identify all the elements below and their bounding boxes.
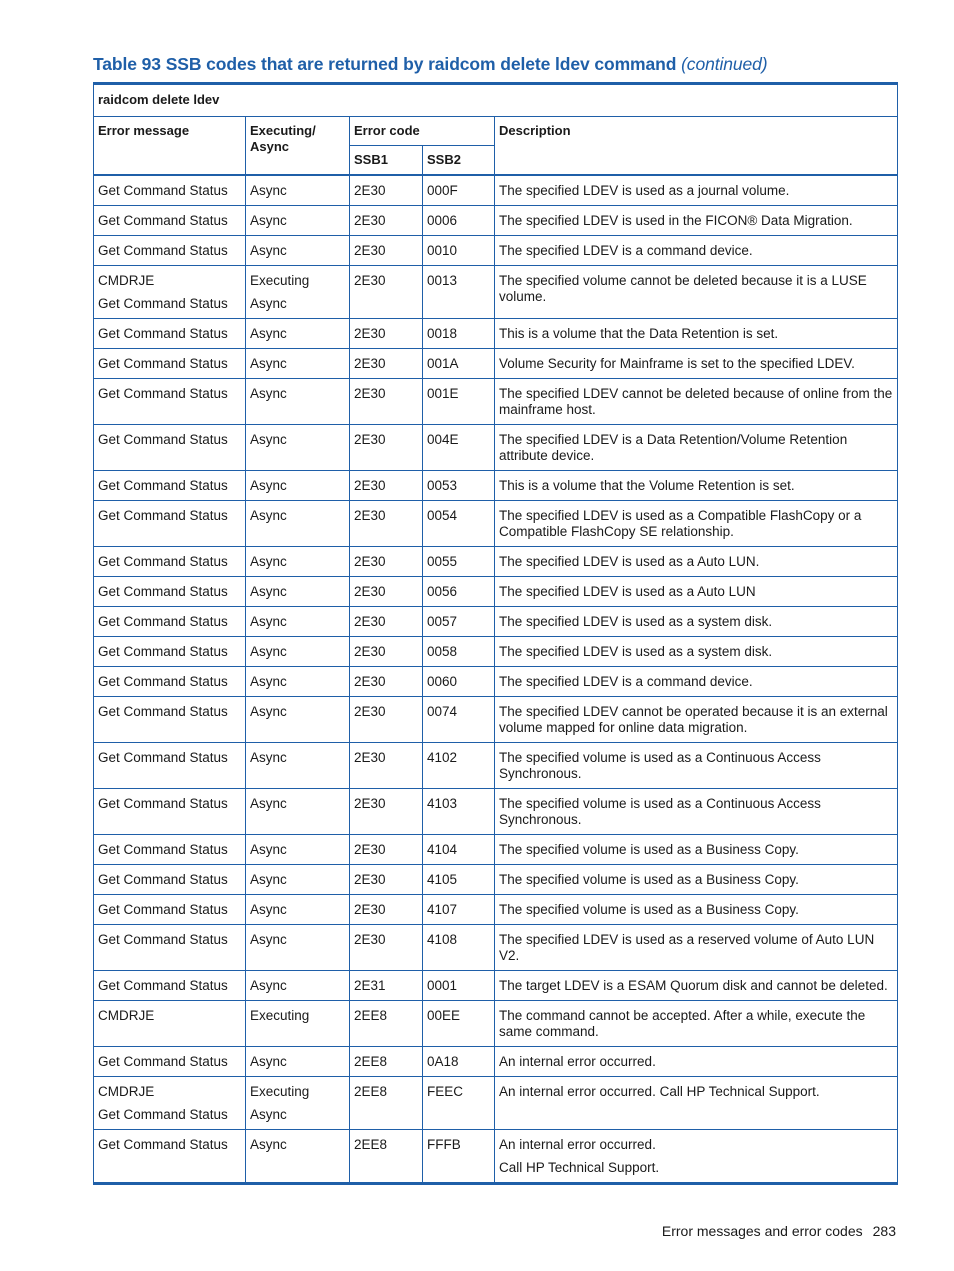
executing-async-cell-line: Async [250,1107,287,1122]
error-message-cell-line: Get Command Status [98,1107,228,1122]
error-message-cell-line: Get Command Status [98,386,228,401]
executing-async-cell-line: Async [250,243,287,258]
description-cell [495,577,898,607]
ssb2-cell: 00EE [423,1001,495,1047]
error-message-cell [94,667,246,697]
description-cell-line: Volume Security for Mainframe is set to the specified LDEV. [499,356,855,371]
error-message-cell [94,501,246,547]
executing-async-cell [246,743,350,789]
ssb2-cell: 0056 [423,577,495,607]
executing-async-cell-line: Async [250,478,287,493]
error-message-cell [94,1001,246,1047]
description-cell [495,895,898,925]
footer-section-title: Error messages and error codes [661,1223,863,1239]
page-footer [662,1223,896,1239]
executing-async-cell-line: Async [250,183,287,198]
ssb-codes-table [93,82,898,1185]
error-message-cell [94,1077,246,1130]
description-cell [495,607,898,637]
description-cell-line: The specified volume is used as a Business Copy. [499,842,799,857]
table-row [94,971,898,1001]
ssb2-cell: 000F [423,175,495,206]
table-row [94,789,898,835]
executing-async-cell-line: Async [250,508,287,523]
description-cell [495,789,898,835]
ssb2-cell: FFFB [423,1130,495,1184]
executing-async-cell-line: Async [250,326,287,341]
description-cell [495,379,898,425]
executing-async-cell-line: Executing [250,1008,310,1023]
ssb1-cell: 2E30 [350,349,423,379]
executing-async-cell [246,865,350,895]
ssb1-cell: 2EE8 [350,1130,423,1184]
error-message-cell-line: CMDRJE [98,273,155,288]
executing-async-cell-line: Async [250,432,287,447]
description-cell [495,1130,898,1184]
ssb2-cell: 4103 [423,789,495,835]
description-cell [495,319,898,349]
ssb1-cell: 2E30 [350,835,423,865]
ssb2-cell: 001A [423,349,495,379]
description-cell-line: This is a volume that the Volume Retention is set. [499,478,795,493]
description-cell [495,1077,898,1130]
table-title-continued: (continued) [681,54,768,74]
description-cell-line: The specified LDEV is used as a journal volume. [499,183,790,198]
table-row [94,865,898,895]
table-row [94,895,898,925]
ssb1-header: SSB1 [350,146,423,176]
executing-async-cell [246,577,350,607]
description-cell-line: The specified volume is used as a Continuous Access Synchronous. [499,796,821,827]
description-cell-line: The specified volume is used as a Business Copy. [499,902,799,917]
description-cell-line: The specified LDEV is a command device. [499,243,753,258]
executing-async-cell-line: Async [250,704,287,719]
error-message-cell-line: Get Command Status [98,750,228,765]
table-row [94,743,898,789]
error-message-cell-line: Get Command Status [98,508,228,523]
error-message-cell [94,865,246,895]
command-header-row [94,84,898,117]
description-cell-line: The specified LDEV is used as a reserved volume of Auto LUN V2. [499,932,875,963]
error-message-cell-line: Get Command Status [98,902,228,917]
ssb2-cell: 4108 [423,925,495,971]
description-cell-line: This is a volume that the Data Retention is set. [499,326,779,341]
executing-async-cell-line: Executing [250,1084,310,1099]
table-row [94,1047,898,1077]
error-message-cell-line: Get Command Status [98,872,228,887]
ssb1-cell: 2E30 [350,236,423,266]
table-row [94,501,898,547]
error-message-cell [94,577,246,607]
table-row [94,667,898,697]
error-message-cell-line: Get Command Status [98,644,228,659]
error-message-cell-line: Get Command Status [98,213,228,228]
error-code-header: Error code [350,117,495,146]
error-message-cell-line: CMDRJE [98,1084,155,1099]
description-cell-line: The specified LDEV is used as a system disk. [499,614,773,629]
executing-async-cell-line: Async [250,872,287,887]
ssb2-cell: 0057 [423,607,495,637]
description-cell [495,501,898,547]
ssb2-header: SSB2 [423,146,495,176]
ssb1-cell: 2E30 [350,925,423,971]
description-cell-line: The specified LDEV is used as a Auto LUN. [499,554,760,569]
description-cell [495,236,898,266]
ssb2-cell: 0053 [423,471,495,501]
error-message-cell-line: Get Command Status [98,243,228,258]
executing-async-cell [246,175,350,206]
error-message-cell [94,236,246,266]
table-row [94,577,898,607]
table-row [94,697,898,743]
error-message-cell-line: Get Command Status [98,674,228,689]
ssb1-cell: 2E30 [350,471,423,501]
table-row [94,1001,898,1047]
ssb1-cell: 2E30 [350,743,423,789]
ssb1-cell: 2E30 [350,547,423,577]
executing-async-cell [246,1001,350,1047]
executing-async-cell-line: Async [250,932,287,947]
executing-async-cell [246,667,350,697]
error-message-cell-line: CMDRJE [98,1008,155,1023]
description-cell [495,471,898,501]
executing-async-cell [246,471,350,501]
description-cell [495,835,898,865]
executing-async-cell [246,971,350,1001]
ssb2-cell: 001E [423,379,495,425]
ssb-codes-table-wrapper [93,82,897,1185]
error-message-cell [94,743,246,789]
description-cell-line: The specified LDEV is used as a Compatible FlashCopy or a Compatible FlashCopy SE relationship. [499,508,862,539]
description-cell-line: An internal error occurred. Call HP Technical Support. [499,1084,820,1099]
description-cell [495,206,898,236]
description-cell [495,1001,898,1047]
executing-async-cell [246,547,350,577]
table-row [94,637,898,667]
table-row [94,547,898,577]
executing-async-cell-line: Executing [250,273,310,288]
executing-async-cell-line: Async [250,750,287,765]
error-message-cell [94,349,246,379]
error-message-cell-line: Get Command Status [98,183,228,198]
error-message-cell [94,206,246,236]
executing-async-cell [246,697,350,743]
description-cell [495,266,898,319]
ssb1-cell: 2E30 [350,501,423,547]
executing-async-cell [246,925,350,971]
error-message-cell-line: Get Command Status [98,326,228,341]
executing-async-cell [246,607,350,637]
executing-async-cell [246,637,350,667]
ssb2-cell: 0A18 [423,1047,495,1077]
executing-async-header: Executing/ Async [246,117,350,176]
description-cell [495,637,898,667]
executing-async-cell-line: Async [250,584,287,599]
executing-async-cell-line: Async [250,796,287,811]
error-message-cell [94,319,246,349]
description-cell-line: The specified volume cannot be deleted because it is a LUSE volume. [499,273,867,304]
executing-async-cell [246,349,350,379]
error-message-cell [94,547,246,577]
ssb2-cell: 4107 [423,895,495,925]
executing-async-cell [246,266,350,319]
description-cell-line: The specified LDEV is used as a Auto LUN [499,584,756,599]
executing-async-cell-line: Async [250,842,287,857]
description-cell [495,743,898,789]
error-message-cell [94,266,246,319]
executing-async-cell [246,835,350,865]
description-cell-line: The specified LDEV is a Data Retention/Volume Retention attribute device. [499,432,848,463]
description-cell [495,971,898,1001]
executing-async-cell [246,501,350,547]
error-message-cell [94,379,246,425]
error-message-cell-line: Get Command Status [98,614,228,629]
ssb1-cell: 2E31 [350,971,423,1001]
ssb2-cell: FEEC [423,1077,495,1130]
table-row [94,175,898,206]
ssb2-cell: 4102 [423,743,495,789]
error-message-cell-line: Get Command Status [98,796,228,811]
ssb1-cell: 2E30 [350,789,423,835]
ssb1-cell: 2E30 [350,425,423,471]
executing-async-cell-line: Async [250,296,287,311]
table-row [94,236,898,266]
ssb2-cell: 4105 [423,865,495,895]
executing-async-cell-line: Async [250,644,287,659]
executing-async-cell [246,425,350,471]
table-body [94,175,898,1184]
executing-async-cell-line: Async [250,674,287,689]
executing-async-cell-line: Async [250,213,287,228]
description-cell-line: The specified LDEV cannot be operated because it is an external volume mapped for online data migration. [499,704,888,735]
error-message-cell-line: Get Command Status [98,554,228,569]
table-row [94,835,898,865]
ssb1-cell: 2E30 [350,577,423,607]
executing-async-cell [246,319,350,349]
error-message-cell-line: Get Command Status [98,932,228,947]
error-message-cell-line: Get Command Status [98,1054,228,1069]
ssb1-cell: 2E30 [350,379,423,425]
ssb1-cell: 2E30 [350,175,423,206]
description-cell-line: The specified LDEV is used as a system disk. [499,644,773,659]
table-row [94,266,898,319]
executing-async-cell-line: Async [250,902,287,917]
description-cell-line: The command cannot be accepted. After a while, execute the same command. [499,1008,866,1039]
ssb2-cell: 0060 [423,667,495,697]
description-cell-line: The target LDEV is a ESAM Quorum disk and cannot be deleted. [499,978,888,993]
ssb1-cell: 2E30 [350,319,423,349]
error-message-cell [94,895,246,925]
ssb2-cell: 0001 [423,971,495,1001]
executing-async-cell-line: Async [250,554,287,569]
table-row [94,349,898,379]
description-cell [495,697,898,743]
error-message-cell [94,925,246,971]
ssb1-cell: 2EE8 [350,1077,423,1130]
ssb1-cell: 2E30 [350,206,423,236]
executing-async-cell [246,1077,350,1130]
table-title [93,54,768,75]
description-cell [495,925,898,971]
executing-async-cell-line: Async [250,614,287,629]
executing-async-cell-line: Async [250,978,287,993]
error-message-cell-line: Get Command Status [98,432,228,447]
error-message-cell-line: Get Command Status [98,478,228,493]
error-message-cell [94,175,246,206]
error-message-cell-line: Get Command Status [98,1137,228,1152]
ssb2-cell: 0058 [423,637,495,667]
ssb1-cell: 2E30 [350,667,423,697]
error-message-cell [94,697,246,743]
executing-async-cell [246,789,350,835]
table-row [94,425,898,471]
ssb1-cell: 2E30 [350,637,423,667]
ssb2-cell: 0010 [423,236,495,266]
table-row [94,1130,898,1184]
table-row [94,607,898,637]
executing-async-cell [246,379,350,425]
description-cell-line: An internal error occurred. [499,1054,656,1069]
description-cell [495,175,898,206]
table-row [94,319,898,349]
error-message-cell-line: Get Command Status [98,842,228,857]
ssb2-cell: 4104 [423,835,495,865]
description-cell [495,865,898,895]
executing-async-cell-line: Async [250,1054,287,1069]
ssb1-cell: 2E30 [350,266,423,319]
error-message-cell [94,971,246,1001]
ssb2-cell: 004E [423,425,495,471]
executing-async-cell-line: Async [250,386,287,401]
error-message-cell [94,1047,246,1077]
description-cell-line: The specified LDEV is a command device. [499,674,753,689]
table-row [94,206,898,236]
description-cell-line: The specified LDEV cannot be deleted because of online from the mainframe host. [499,386,893,417]
ssb2-cell: 0055 [423,547,495,577]
executing-async-cell-line: Async [250,1137,287,1152]
executing-async-cell [246,895,350,925]
error-message-cell-line: Get Command Status [98,296,228,311]
ssb2-cell: 0018 [423,319,495,349]
ssb2-cell: 0013 [423,266,495,319]
ssb2-cell: 0006 [423,206,495,236]
ssb1-cell: 2EE8 [350,1001,423,1047]
table-row [94,471,898,501]
error-message-cell [94,425,246,471]
description-cell [495,349,898,379]
executing-async-cell [246,206,350,236]
description-cell [495,425,898,471]
column-header-row [94,117,898,146]
error-message-cell [94,835,246,865]
error-message-cell-line: Get Command Status [98,356,228,371]
description-cell-line: The specified volume is used as a Continuous Access Synchronous. [499,750,821,781]
executing-async-cell [246,1130,350,1184]
command-name-header: raidcom delete ldev [94,84,898,117]
ssb1-cell: 2E30 [350,865,423,895]
ssb1-cell: 2EE8 [350,1047,423,1077]
description-cell-line: The specified LDEV is used in the FICON® Data Migration. [499,213,853,228]
error-message-cell [94,471,246,501]
table-row [94,925,898,971]
ssb1-cell: 2E30 [350,697,423,743]
description-cell [495,547,898,577]
executing-async-cell [246,236,350,266]
table-row [94,1077,898,1130]
description-cell [495,1047,898,1077]
error-message-cell-line: Get Command Status [98,704,228,719]
table-title-main: Table 93 SSB codes that are returned by raidcom delete ldev command [93,54,677,74]
error-message-cell [94,637,246,667]
ssb1-cell: 2E30 [350,607,423,637]
description-cell-line: The specified volume is used as a Business Copy. [499,872,799,887]
ssb2-cell: 0054 [423,501,495,547]
executing-async-cell-line: Async [250,356,287,371]
error-message-cell [94,789,246,835]
error-message-cell-line: Get Command Status [98,584,228,599]
ssb2-cell: 0074 [423,697,495,743]
description-header: Description [495,117,898,176]
executing-async-cell [246,1047,350,1077]
error-message-header: Error message [94,117,246,176]
error-message-cell [94,1130,246,1184]
description-cell [495,667,898,697]
ssb1-cell: 2E30 [350,895,423,925]
table-row [94,379,898,425]
description-cell-line: Call HP Technical Support. [499,1160,660,1175]
error-message-cell [94,607,246,637]
error-message-cell-line: Get Command Status [98,978,228,993]
page-number: 283 [872,1223,896,1239]
description-cell-line: An internal error occurred. [499,1137,656,1152]
